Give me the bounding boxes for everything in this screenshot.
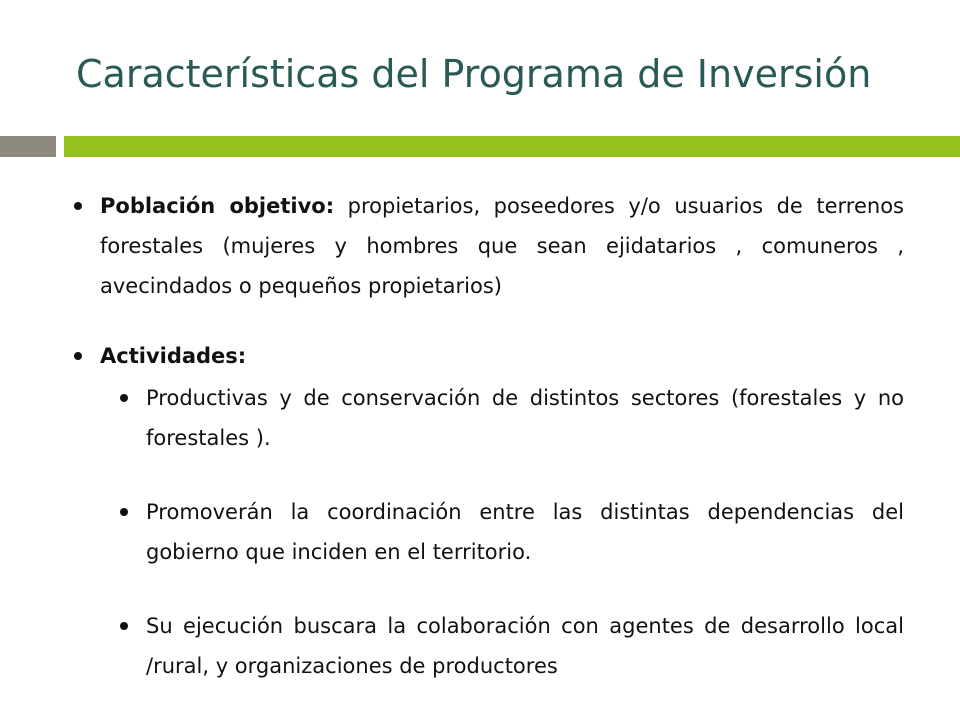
bullet-dot [74, 352, 82, 360]
sub-bullet-dot [120, 622, 128, 630]
bullet-actividades-label: Actividades: [100, 344, 247, 368]
bullet-poblacion-text: propietarios, poseedores y/o usuarios de terrenos forestales (mujeres y hombres que sean ejidatarios , comuneros , avecindados o pequeños propietarios) [100, 194, 904, 298]
sub-bullet-dot [120, 394, 128, 402]
bullet-actividades [100, 336, 904, 376]
bullet-poblacion [100, 186, 904, 306]
sub-bullet-dot [120, 508, 128, 516]
sub-bullet-item: Productivas y de conservación de distintos sectores (forestales y no forestales ). [146, 386, 904, 450]
sub-bullet-item: Su ejecución buscara la colaboración con agentes de desarrollo local /rural, y organizaciones de productores [146, 614, 904, 678]
slide-title: Características del Programa de Inversión [76, 52, 872, 96]
bullet-poblacion-label: Población objetivo: [100, 194, 335, 218]
bullet-dot [74, 202, 82, 210]
sub-bullet-item: Promoverán la coordinación entre las distintas dependencias del gobierno que inciden en el territorio. [146, 500, 904, 564]
